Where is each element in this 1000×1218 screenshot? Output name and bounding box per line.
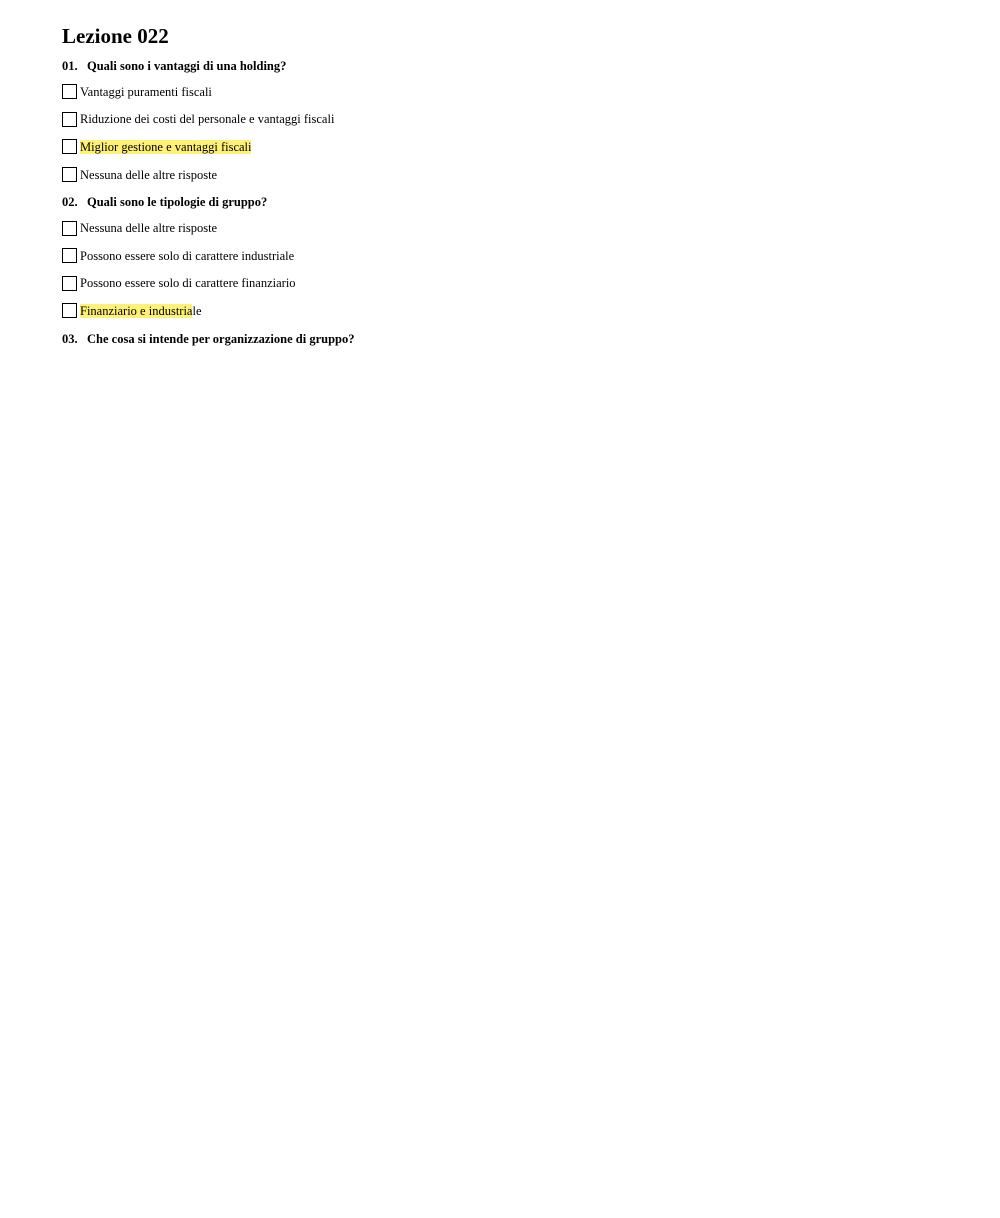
answer-option-highlighted[interactable] (62, 297, 962, 325)
question-03 (62, 331, 962, 348)
answer-text-rest: le (192, 303, 202, 318)
answer-text (80, 304, 202, 318)
answer-option[interactable] (62, 270, 962, 298)
question-text: Che cosa si intende per organizzazione di gruppo? (87, 331, 355, 346)
answer-option[interactable] (62, 78, 962, 106)
document-page (62, 22, 962, 348)
lesson-title: Lezione 022 (62, 24, 169, 48)
answer-text: Vantaggi puramenti fiscali (80, 84, 212, 99)
checkbox[interactable] (62, 112, 77, 127)
question-heading (62, 58, 962, 75)
question-text: Quali sono le tipologie di gruppo? (87, 195, 268, 210)
answer-text (80, 140, 251, 154)
checkbox[interactable] (62, 221, 77, 236)
answer-option[interactable] (62, 106, 962, 134)
highlighted-answer-text: Finanziario e industria (80, 303, 193, 318)
checkbox[interactable] (62, 167, 77, 182)
answer-option[interactable] (62, 161, 962, 189)
answer-text: Possono essere solo di carattere industriale (80, 248, 295, 263)
checkbox[interactable] (62, 139, 77, 154)
answer-options (62, 78, 962, 188)
highlighted-answer-text: Miglior gestione e vantaggi fiscali (80, 139, 252, 154)
question-01 (62, 58, 962, 188)
question-number: 03. (62, 331, 78, 346)
answer-options (62, 214, 962, 324)
answer-text: Nessuna delle altre risposte (80, 167, 218, 182)
question-number: 01. (62, 59, 78, 73)
answer-option[interactable] (62, 214, 962, 242)
checkbox[interactable] (62, 84, 77, 99)
answer-text: Riduzione dei costi del personale e vantaggi fiscali (80, 112, 335, 127)
answer-option-highlighted[interactable] (62, 133, 962, 161)
answer-text: Possono essere solo di carattere finanziario (80, 276, 296, 291)
checkbox[interactable] (62, 276, 77, 291)
checkbox[interactable] (62, 248, 77, 263)
question-number: 02. (62, 195, 78, 210)
question-02 (62, 194, 962, 324)
question-text: Quali sono i vantaggi di una holding? (87, 59, 287, 73)
question-heading (62, 331, 962, 348)
checkbox[interactable] (62, 303, 77, 318)
question-heading (62, 194, 962, 211)
answer-option[interactable] (62, 242, 962, 270)
answer-text: Nessuna delle altre risposte (80, 221, 218, 236)
